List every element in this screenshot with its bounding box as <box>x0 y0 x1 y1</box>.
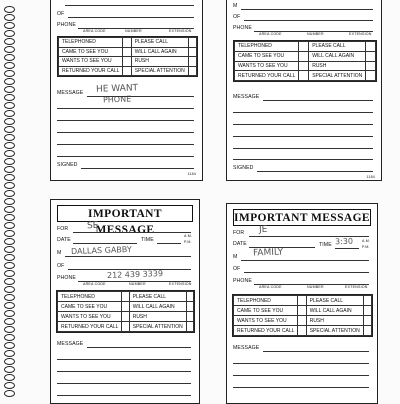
message-label: MESSAGE <box>233 94 260 100</box>
handwritten-for: JE <box>258 224 268 236</box>
time-label: TIME <box>319 242 332 248</box>
message-line <box>233 148 373 149</box>
rush-cell: RUSH <box>309 61 366 71</box>
message-slip-top-right <box>226 0 382 181</box>
date-line <box>73 243 137 244</box>
message-label: MESSAGE <box>57 90 84 96</box>
spiral-coil <box>4 86 15 93</box>
rush-cell: RUSH <box>306 316 363 326</box>
spiral-coil <box>4 46 15 53</box>
will-call-again-checkbox[interactable] <box>363 306 371 316</box>
wants-to-see-you-checkbox[interactable] <box>122 312 129 322</box>
special-attention-checkbox[interactable] <box>188 66 196 76</box>
message-line <box>233 124 373 125</box>
of-line <box>244 20 373 21</box>
for-line <box>73 232 191 233</box>
extension-label: EXTENSION <box>169 282 192 286</box>
spiral-binding <box>2 0 20 400</box>
returned-your-call-checkbox[interactable] <box>123 66 131 76</box>
pm-label: P.M. <box>362 245 370 249</box>
spiral-coil <box>4 166 15 173</box>
message-line <box>233 375 369 376</box>
date-label: DATE <box>57 237 71 243</box>
please-call-cell: PLEASE CALL <box>306 296 363 306</box>
spiral-coil <box>4 318 15 325</box>
message-label: MESSAGE <box>57 341 84 347</box>
number-label: NUMBER <box>125 29 142 33</box>
telephoned-cell: TELEPHONED <box>59 38 123 48</box>
came-to-see-you-cell: CAME TO SEE YOU <box>234 306 298 316</box>
signed-label: SIGNED <box>233 165 254 171</box>
phone-label: PHONE <box>233 278 252 284</box>
spiral-coil <box>4 246 15 253</box>
checkbox-grid <box>56 290 195 333</box>
will-call-again-checkbox[interactable] <box>366 51 376 61</box>
number-label: NUMBER <box>307 32 324 36</box>
message-line <box>57 395 191 396</box>
spiral-coil <box>4 14 15 21</box>
area-code-label: AREA CODE <box>83 282 106 286</box>
came-to-see-you-cell: CAME TO SEE YOU <box>235 51 299 61</box>
special-attention-cell: SPECIAL ATTENTION <box>131 66 188 76</box>
wants-to-see-you-checkbox[interactable] <box>123 57 131 67</box>
returned-your-call-cell: RETURNED YOUR CALL <box>59 66 123 76</box>
rush-checkbox[interactable] <box>363 316 371 326</box>
rush-checkbox[interactable] <box>186 312 193 322</box>
spiral-coil <box>4 38 15 45</box>
spiral-coil <box>4 238 15 245</box>
spiral-coil <box>4 94 15 101</box>
message-line <box>57 383 191 384</box>
spiral-coil <box>4 110 15 117</box>
spiral-coil <box>4 278 15 285</box>
came-to-see-you-checkbox[interactable] <box>299 51 309 61</box>
special-attention-checkbox[interactable] <box>366 71 376 81</box>
spiral-coil <box>4 262 15 269</box>
wants-to-see-you-cell: WANTS TO SEE YOU <box>59 57 123 67</box>
spiral-coil <box>4 374 15 381</box>
please-call-checkbox[interactable] <box>363 296 371 306</box>
spiral-coil <box>4 158 15 165</box>
slip-title: IMPORTANT MESSAGE <box>233 209 371 226</box>
extension-label: EXTENSION <box>349 32 372 36</box>
spiral-coil <box>4 286 15 293</box>
message-line <box>57 120 194 121</box>
message-label: MESSAGE <box>233 345 260 351</box>
message-line <box>263 351 369 352</box>
please-call-checkbox[interactable] <box>366 42 376 52</box>
of-line <box>244 272 369 273</box>
message-line <box>233 136 373 137</box>
spiral-coil <box>4 342 15 349</box>
wants-to-see-you-cell: WANTS TO SEE YOU <box>235 61 299 71</box>
telephoned-cell: TELEPHONED <box>235 42 299 52</box>
form-number: 1184 <box>187 172 196 176</box>
pm-label: P.M. <box>184 240 192 244</box>
spiral-coil <box>4 382 15 389</box>
telephoned-checkbox[interactable] <box>299 42 309 52</box>
spiral-coil <box>4 214 15 221</box>
spiral-coil <box>4 190 15 197</box>
number-label: NUMBER <box>307 285 324 289</box>
message-line <box>57 359 191 360</box>
m-label: M <box>233 254 238 260</box>
of-label: OF <box>57 263 65 269</box>
telephoned-cell: TELEPHONED <box>234 296 298 306</box>
returned-your-call-checkbox[interactable] <box>298 326 306 336</box>
returned-your-call-checkbox[interactable] <box>299 71 309 81</box>
message-line <box>233 112 373 113</box>
spiral-coil <box>4 142 15 149</box>
handwritten-caller: FAMILY <box>252 247 284 259</box>
came-to-see-you-checkbox[interactable] <box>123 47 131 57</box>
came-to-see-you-cell: CAME TO SEE YOU <box>58 302 122 312</box>
signed-line <box>257 171 373 172</box>
spiral-coil <box>4 310 15 317</box>
spiral-coil <box>4 350 15 357</box>
returned-your-call-cell: RETURNED YOUR CALL <box>58 322 122 332</box>
message-line <box>87 347 191 348</box>
message-slip-bottom-left <box>50 199 200 404</box>
message-line <box>57 144 194 145</box>
please-call-checkbox[interactable] <box>188 38 196 48</box>
spiral-coil <box>4 254 15 261</box>
special-attention-checkbox[interactable] <box>363 326 371 336</box>
for-label: FOR <box>233 230 245 236</box>
spiral-coil <box>4 126 15 133</box>
spiral-coil <box>4 62 15 69</box>
handwritten-message-line-2: PHONE <box>102 94 132 105</box>
spiral-coil <box>4 54 15 61</box>
spiral-coil <box>4 334 15 341</box>
phone-label: PHONE <box>233 25 252 31</box>
signed-line <box>81 168 194 169</box>
time-label: TIME <box>141 237 154 243</box>
spiral-coil <box>4 302 15 309</box>
came-to-see-you-checkbox[interactable] <box>122 302 129 312</box>
telephoned-checkbox[interactable] <box>123 38 131 48</box>
phone-label: PHONE <box>57 275 76 281</box>
of-line <box>68 17 194 18</box>
time-line <box>157 243 181 244</box>
m-line <box>241 260 369 261</box>
spiral-coil <box>4 70 15 77</box>
telephoned-cell: TELEPHONED <box>58 292 122 302</box>
spiral-coil <box>4 6 15 13</box>
returned-your-call-checkbox[interactable] <box>122 322 129 332</box>
checkbox-grid <box>232 294 373 337</box>
will-call-again-checkbox[interactable] <box>188 47 196 57</box>
spiral-coil <box>4 358 15 365</box>
will-call-again-cell: WILL CALL AGAIN <box>306 306 363 316</box>
spiral-coil <box>4 294 15 301</box>
extension-label: EXTENSION <box>169 29 192 33</box>
spiral-coil <box>4 222 15 229</box>
spiral-coil <box>4 182 15 189</box>
name-line <box>65 5 194 6</box>
time-line <box>335 248 359 249</box>
special-attention-cell: SPECIAL ATTENTION <box>309 71 366 81</box>
please-call-cell: PLEASE CALL <box>309 42 366 52</box>
spiral-coil <box>4 270 15 277</box>
of-label: OF <box>233 14 241 20</box>
message-line <box>233 387 369 388</box>
wants-to-see-you-cell: WANTS TO SEE YOU <box>234 316 298 326</box>
checkbox-grid <box>233 40 377 82</box>
message-line <box>57 132 194 133</box>
handwritten-message: HE WANT <box>95 83 139 95</box>
returned-your-call-cell: RETURNED YOUR CALL <box>235 71 299 81</box>
for-label: FOR <box>57 226 69 232</box>
message-slip-bottom-right <box>226 203 378 404</box>
spiral-coil <box>4 230 15 237</box>
message-line <box>87 96 194 97</box>
spiral-coil <box>4 78 15 85</box>
please-call-cell: PLEASE CALL <box>131 38 188 48</box>
message-line <box>57 156 194 157</box>
spiral-coil <box>4 198 15 205</box>
spiral-coil <box>4 174 15 181</box>
came-to-see-you-cell: CAME TO SEE YOU <box>59 47 123 57</box>
wants-to-see-you-checkbox[interactable] <box>298 316 306 326</box>
spiral-coil <box>4 366 15 373</box>
telephoned-checkbox[interactable] <box>298 296 306 306</box>
number-label: NUMBER <box>129 282 146 286</box>
phone-label: PHONE <box>57 22 76 28</box>
m-label: M <box>233 3 238 9</box>
spiral-coil <box>4 22 15 29</box>
spiral-coil <box>4 326 15 333</box>
checkbox-grid <box>57 36 198 77</box>
wants-to-see-you-checkbox[interactable] <box>299 61 309 71</box>
spiral-coil <box>4 134 15 141</box>
will-call-again-cell: WILL CALL AGAIN <box>131 47 188 57</box>
signed-label: SIGNED <box>57 162 78 168</box>
of-label: OF <box>233 266 241 272</box>
please-call-cell: PLEASE CALL <box>129 292 186 302</box>
message-line <box>233 363 369 364</box>
rush-checkbox[interactable] <box>188 57 196 67</box>
message-line <box>263 100 373 101</box>
handwritten-caller: DALLAS GABBY <box>70 244 132 257</box>
will-call-again-cell: WILL CALL AGAIN <box>129 302 186 312</box>
spiral-coil <box>4 390 15 397</box>
spiral-coil <box>4 150 15 157</box>
handwritten-phone: 212 439 3339 <box>106 269 164 280</box>
message-line <box>57 108 194 109</box>
date-label: DATE <box>233 241 247 247</box>
slip-title: IMPORTANT MESSAGE <box>57 205 193 222</box>
area-code-label: AREA CODE <box>259 32 282 36</box>
special-attention-checkbox[interactable] <box>186 322 193 332</box>
rush-checkbox[interactable] <box>366 61 376 71</box>
please-call-checkbox[interactable] <box>186 292 193 302</box>
m-line <box>65 256 191 257</box>
telephoned-checkbox[interactable] <box>122 292 129 302</box>
extension-label: EXTENSION <box>345 285 368 289</box>
handwritten-for: SE <box>86 220 99 232</box>
m-label: M <box>57 250 62 256</box>
spiral-coil <box>4 118 15 125</box>
area-code-label: AREA CODE <box>83 29 106 33</box>
will-call-again-cell: WILL CALL AGAIN <box>309 51 366 61</box>
will-call-again-checkbox[interactable] <box>186 302 193 312</box>
special-attention-cell: SPECIAL ATTENTION <box>129 322 186 332</box>
of-label: OF <box>57 11 65 17</box>
returned-your-call-cell: RETURNED YOUR CALL <box>234 326 298 336</box>
message-line <box>57 371 191 372</box>
form-number: 1184 <box>366 175 375 179</box>
special-attention-cell: SPECIAL ATTENTION <box>306 326 363 336</box>
am-label: A.M. <box>184 234 193 238</box>
handwritten-time: 3:30 <box>334 236 354 247</box>
spiral-coil <box>4 30 15 37</box>
wants-to-see-you-cell: WANTS TO SEE YOU <box>58 312 122 322</box>
rush-cell: RUSH <box>129 312 186 322</box>
rush-cell: RUSH <box>131 57 188 67</box>
spiral-coil <box>4 206 15 213</box>
spiral-coil <box>4 102 15 109</box>
area-code-label: AREA CODE <box>259 285 282 289</box>
message-slip-top-left <box>50 0 203 181</box>
m-line <box>241 9 373 10</box>
am-label: A.M. <box>362 239 371 243</box>
came-to-see-you-checkbox[interactable] <box>298 306 306 316</box>
message-line <box>233 159 373 160</box>
